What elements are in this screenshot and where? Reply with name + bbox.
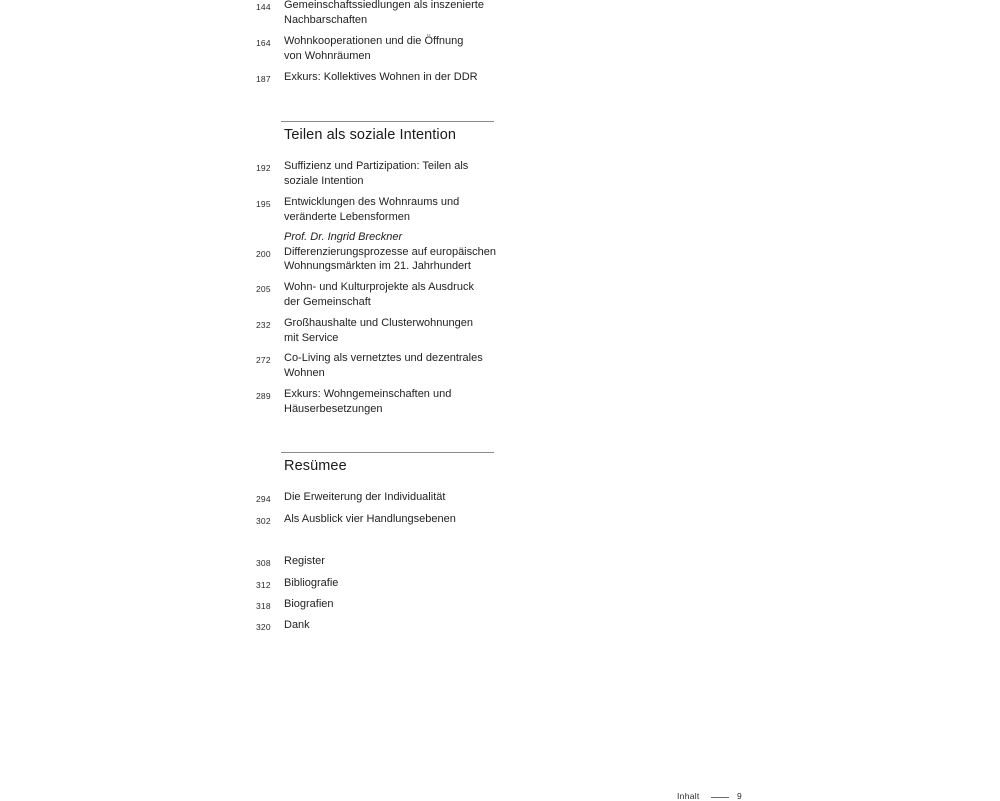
toc-entry-line: Wohnen bbox=[284, 366, 325, 379]
toc-entry-line: Co-Living als vernetztes und dezentrales bbox=[284, 352, 483, 364]
toc-entry-line: soziale Intention bbox=[284, 174, 364, 187]
toc-page-number: 312 bbox=[256, 580, 271, 590]
toc-entry-line: Bibliografie bbox=[284, 577, 339, 589]
toc-entry-line: Wohnkooperationen und die Öffnung bbox=[284, 35, 464, 47]
toc-entry-title bbox=[284, 490, 514, 505]
toc-entry-line: Dank bbox=[284, 619, 310, 631]
section-heading: Resümee bbox=[284, 458, 347, 474]
toc-entry-title bbox=[284, 351, 514, 380]
toc-page-number: 320 bbox=[256, 622, 271, 632]
toc-entry-line: Großhaushalte und Clusterwohnungen bbox=[284, 317, 473, 329]
section-heading: Teilen als soziale Intention bbox=[284, 127, 457, 143]
toc-entry-title bbox=[284, 230, 514, 274]
toc-entry-title bbox=[284, 597, 514, 612]
toc-entry-line: Als Ausblick vier Handlungsebenen bbox=[284, 513, 456, 525]
toc-entry-title bbox=[284, 554, 514, 569]
toc-entry-title bbox=[284, 195, 514, 224]
toc-entry-title bbox=[284, 0, 514, 27]
toc-entry-line: der Gemeinschaft bbox=[284, 295, 371, 308]
toc-entry-title bbox=[284, 512, 514, 527]
running-header-label: Inhalt bbox=[677, 791, 700, 801]
toc-entry-title bbox=[284, 618, 514, 633]
toc-entry-line: Nachbarschaften bbox=[284, 13, 368, 26]
toc-page-number: 232 bbox=[256, 320, 271, 330]
toc-page-number: 200 bbox=[256, 249, 271, 259]
toc-page-number: 164 bbox=[256, 38, 271, 48]
toc-entry-line: Suffizienz und Partizipation: Teilen als bbox=[284, 160, 469, 172]
toc-entry-line: Wohn- und Kulturprojekte als Ausdruck bbox=[284, 281, 474, 293]
toc-page-number: 187 bbox=[256, 74, 271, 84]
toc-page-number: 272 bbox=[256, 355, 271, 365]
toc-entry-author: Prof. Dr. Ingrid Breckner bbox=[284, 231, 403, 243]
toc-entry-line: Häuserbesetzungen bbox=[284, 402, 383, 415]
toc-page-number: 318 bbox=[256, 601, 271, 611]
toc-entry-line: Register bbox=[284, 555, 325, 567]
toc-entry-title bbox=[284, 387, 514, 416]
toc-entry-line: Exkurs: Wohngemeinschaften und bbox=[284, 388, 452, 400]
toc-page-number: 302 bbox=[256, 516, 271, 526]
toc-page-number: 294 bbox=[256, 494, 271, 504]
toc-page-number: 144 bbox=[256, 2, 271, 12]
section-divider bbox=[281, 452, 494, 453]
toc-entry-line: Die Erweiterung der Individualität bbox=[284, 491, 446, 503]
toc-entry-line: Biografien bbox=[284, 598, 334, 610]
toc-entry-line: von Wohnräumen bbox=[284, 49, 371, 62]
toc-entry-line: Exkurs: Kollektives Wohnen in der DDR bbox=[284, 71, 478, 83]
section-divider bbox=[281, 121, 494, 122]
toc-entry-title bbox=[284, 159, 514, 188]
toc-entry-line: Entwicklungen des Wohnraums und bbox=[284, 196, 460, 208]
toc-page-number: 289 bbox=[256, 391, 271, 401]
toc-page-number: 308 bbox=[256, 558, 271, 568]
toc-entry-line: Wohnungsmärkten im 21. Jahrhundert bbox=[284, 260, 471, 272]
toc-page-number: 192 bbox=[256, 163, 271, 173]
toc-entry-title bbox=[284, 70, 514, 85]
toc-entry-title bbox=[284, 316, 514, 345]
toc-entry-line: Differenzierungsprozesse auf europäischen bbox=[284, 245, 496, 258]
toc-entry-title bbox=[284, 280, 514, 309]
footer-divider bbox=[711, 797, 729, 798]
toc-entry-title bbox=[284, 576, 514, 591]
toc-entry-line: mit Service bbox=[284, 331, 339, 344]
toc-page-number: 195 bbox=[256, 199, 271, 209]
toc-entry-line: Gemeinschaftssiedlungen als inszenierte bbox=[284, 0, 484, 11]
toc-entry-title bbox=[284, 34, 514, 63]
toc-page-number: 205 bbox=[256, 284, 271, 294]
page-number: 9 bbox=[737, 791, 742, 801]
toc-entry-line: veränderte Lebensformen bbox=[284, 210, 410, 223]
